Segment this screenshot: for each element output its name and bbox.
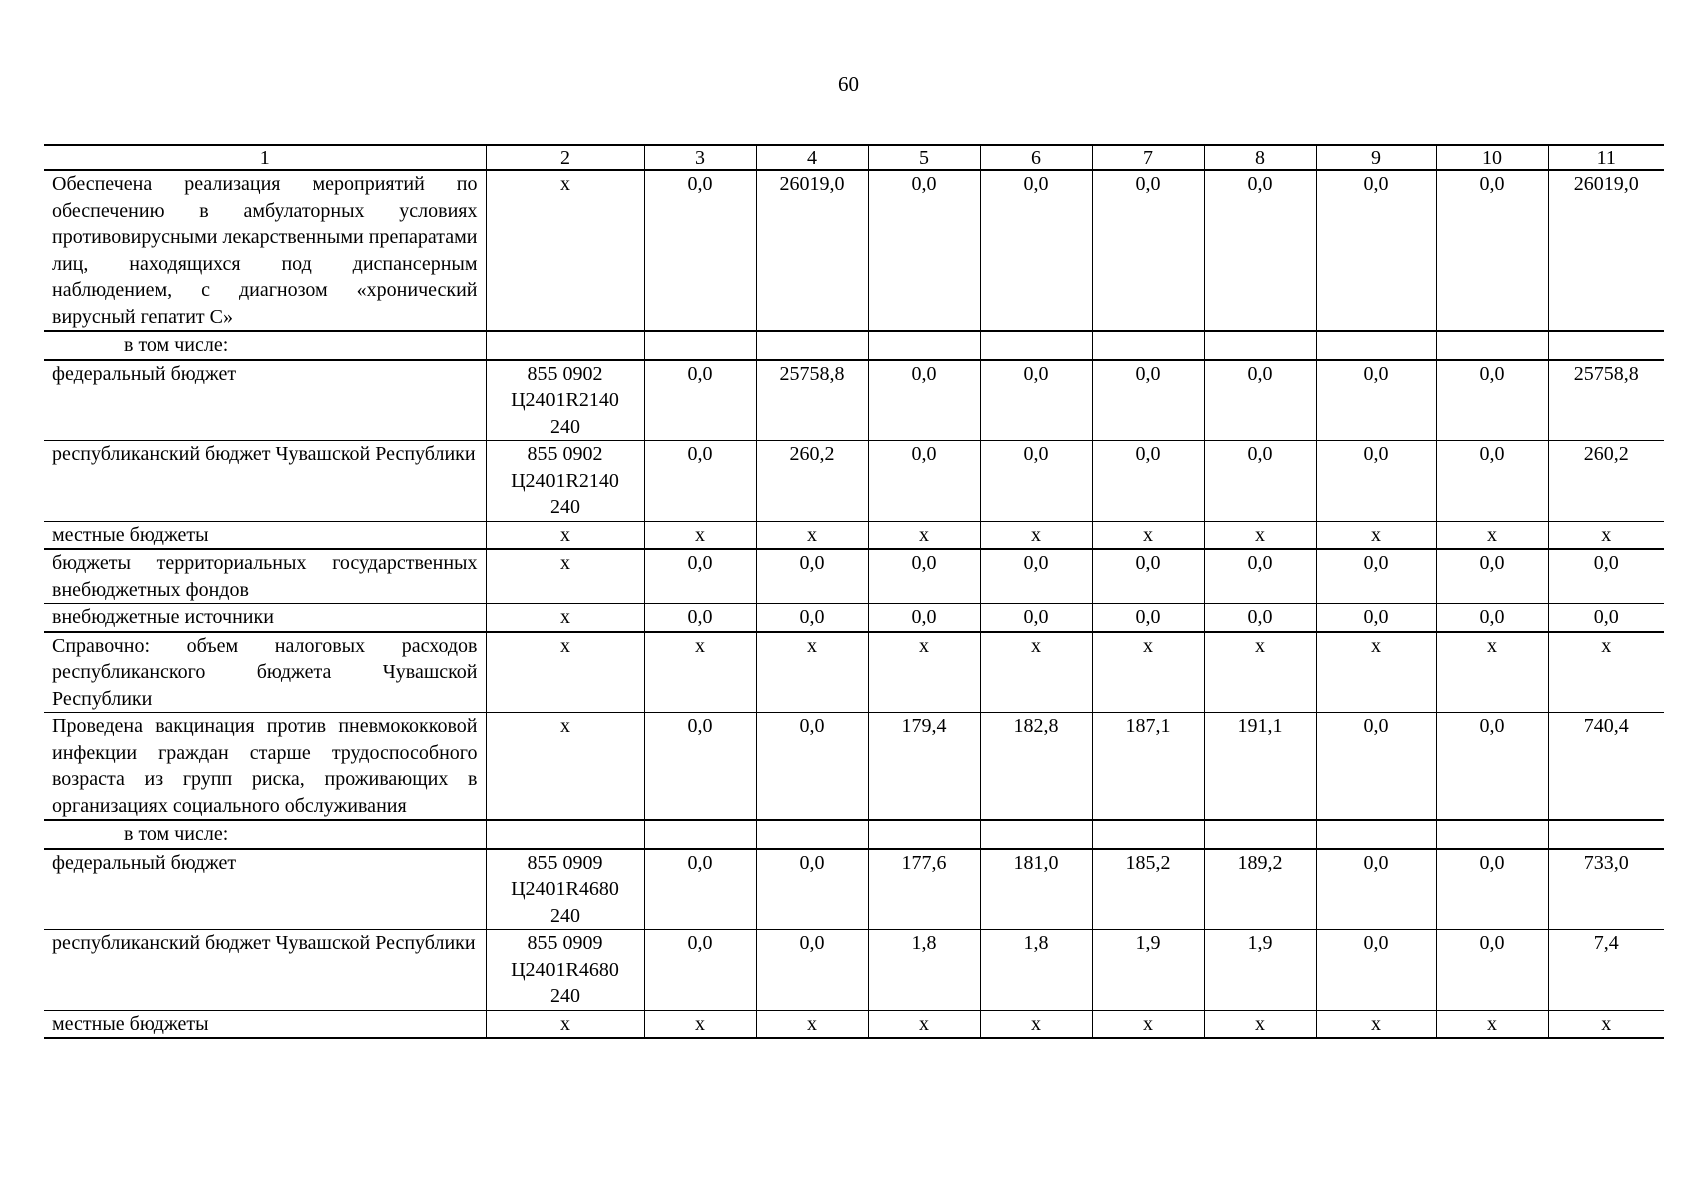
value-cell: 0,0 (1436, 604, 1548, 632)
value-cell: 0,0 (1316, 441, 1436, 522)
value-cell: х (1548, 632, 1664, 713)
value-cell: 1,9 (1092, 930, 1204, 1011)
value-cell: 733,0 (1548, 849, 1664, 930)
value-cell: 0,0 (1436, 360, 1548, 441)
table-row (44, 549, 1664, 604)
row-description: федеральный бюджет (44, 849, 486, 930)
value-cell: 0,0 (1548, 604, 1664, 632)
value-cell: 1,9 (1204, 930, 1316, 1011)
value-cell: х (1092, 1010, 1204, 1038)
row-description: Справочно: объем налоговых расходов республиканского бюджета Чувашской Республики (44, 632, 486, 713)
value-cell (1092, 820, 1204, 849)
value-cell: 189,2 (1204, 849, 1316, 930)
subsection-label: в том числе: (44, 331, 486, 360)
budget-code: х (486, 1010, 644, 1038)
value-cell (1316, 331, 1436, 360)
value-cell: 0,0 (980, 170, 1092, 331)
value-cell: 0,0 (1316, 360, 1436, 441)
value-cell: 0,0 (1092, 604, 1204, 632)
value-cell: х (644, 632, 756, 713)
budget-table (44, 144, 1664, 1039)
subsection-label: в том числе: (44, 820, 486, 849)
value-cell: 0,0 (1436, 549, 1548, 604)
value-cell: 0,0 (868, 441, 980, 522)
value-cell: х (868, 632, 980, 713)
value-cell: х (1316, 632, 1436, 713)
budget-code: х (486, 632, 644, 713)
value-cell: х (756, 632, 868, 713)
value-cell (644, 820, 756, 849)
value-cell: 7,4 (1548, 930, 1664, 1011)
row-description: Обеспечена реализация мероприятий по обеспечению в амбулаторных условиях противовирусными лекарственными препаратами лиц, находящихся под диспансерным наблюдением, с диагнозом «хронический вирусный гепатит С» (44, 170, 486, 331)
value-cell: 0,0 (1092, 441, 1204, 522)
value-cell: 0,0 (1204, 604, 1316, 632)
row-description: местные бюджеты (44, 521, 486, 549)
table-row (44, 849, 1664, 930)
value-cell: 0,0 (1436, 441, 1548, 522)
column-header: 6 (980, 145, 1092, 170)
row-description: федеральный бюджет (44, 360, 486, 441)
value-cell: 0,0 (1436, 713, 1548, 821)
value-cell: 0,0 (756, 930, 868, 1011)
value-cell: х (1092, 521, 1204, 549)
value-cell: 260,2 (756, 441, 868, 522)
table-row (44, 1010, 1664, 1038)
row-description: Проведена вакцинация против пневмококковой инфекции граждан старше трудоспособного возраста из групп риска, проживающих в организациях социального обслуживания (44, 713, 486, 821)
budget-code: х (486, 170, 644, 331)
value-cell: 26019,0 (756, 170, 868, 331)
value-cell: 179,4 (868, 713, 980, 821)
value-cell: 0,0 (868, 360, 980, 441)
value-cell: 177,6 (868, 849, 980, 930)
value-cell: 0,0 (1092, 549, 1204, 604)
value-cell: 0,0 (1436, 170, 1548, 331)
value-cell: х (980, 521, 1092, 549)
budget-code (486, 331, 644, 360)
table-row (44, 360, 1664, 441)
value-cell: х (1436, 1010, 1548, 1038)
value-cell: 0,0 (756, 713, 868, 821)
value-cell: х (1436, 632, 1548, 713)
table-row (44, 331, 1664, 360)
value-cell: 0,0 (868, 549, 980, 604)
budget-code: 855 0909 Ц2401R4680 240 (486, 849, 644, 930)
value-cell: 0,0 (980, 604, 1092, 632)
value-cell: х (980, 1010, 1092, 1038)
budget-code: х (486, 521, 644, 549)
value-cell: х (1436, 521, 1548, 549)
value-cell: 0,0 (644, 441, 756, 522)
value-cell (868, 331, 980, 360)
value-cell: 0,0 (644, 849, 756, 930)
budget-code: х (486, 549, 644, 604)
value-cell: 187,1 (1092, 713, 1204, 821)
header-row (44, 145, 1664, 170)
budget-code: х (486, 713, 644, 821)
value-cell: 25758,8 (756, 360, 868, 441)
row-description: бюджеты территориальных государственных внебюджетных фондов (44, 549, 486, 604)
value-cell: 0,0 (1316, 930, 1436, 1011)
table-row (44, 604, 1664, 632)
table-row (44, 930, 1664, 1011)
value-cell (868, 820, 980, 849)
value-cell: х (1316, 521, 1436, 549)
value-cell: 0,0 (980, 441, 1092, 522)
value-cell: 0,0 (644, 360, 756, 441)
value-cell: х (1316, 1010, 1436, 1038)
value-cell (1092, 331, 1204, 360)
budget-code: 855 0909 Ц2401R4680 240 (486, 930, 644, 1011)
value-cell: 0,0 (980, 549, 1092, 604)
value-cell (756, 820, 868, 849)
value-cell (1204, 820, 1316, 849)
value-cell (756, 331, 868, 360)
value-cell: 181,0 (980, 849, 1092, 930)
value-cell (1548, 331, 1664, 360)
value-cell: 0,0 (868, 170, 980, 331)
value-cell: 0,0 (1316, 849, 1436, 930)
value-cell: 0,0 (644, 713, 756, 821)
value-cell: х (756, 521, 868, 549)
budget-code: 855 0902 Ц2401R2140 240 (486, 360, 644, 441)
value-cell: 0,0 (644, 549, 756, 604)
value-cell: 0,0 (644, 170, 756, 331)
value-cell: 185,2 (1092, 849, 1204, 930)
value-cell: х (868, 1010, 980, 1038)
column-header: 8 (1204, 145, 1316, 170)
value-cell: 26019,0 (1548, 170, 1664, 331)
column-header: 10 (1436, 145, 1548, 170)
table-row (44, 441, 1664, 522)
column-header: 4 (756, 145, 868, 170)
column-header: 1 (44, 145, 486, 170)
value-cell (980, 820, 1092, 849)
column-header: 3 (644, 145, 756, 170)
value-cell: 0,0 (1316, 713, 1436, 821)
value-cell: х (644, 1010, 756, 1038)
budget-code (486, 820, 644, 849)
column-header: 11 (1548, 145, 1664, 170)
value-cell: 0,0 (1436, 849, 1548, 930)
row-description: внебюджетные источники (44, 604, 486, 632)
value-cell: 0,0 (1548, 549, 1664, 604)
value-cell: 0,0 (756, 604, 868, 632)
value-cell: 0,0 (1204, 170, 1316, 331)
value-cell: 0,0 (756, 549, 868, 604)
row-description: местные бюджеты (44, 1010, 486, 1038)
budget-code: х (486, 604, 644, 632)
value-cell: х (868, 521, 980, 549)
value-cell (1204, 331, 1316, 360)
column-header: 5 (868, 145, 980, 170)
value-cell: 0,0 (1316, 549, 1436, 604)
table-row (44, 632, 1664, 713)
value-cell: х (1092, 632, 1204, 713)
column-header: 7 (1092, 145, 1204, 170)
value-cell (1436, 331, 1548, 360)
value-cell: 0,0 (1204, 360, 1316, 441)
value-cell: 1,8 (868, 930, 980, 1011)
value-cell: х (1204, 632, 1316, 713)
row-description: республиканский бюджет Чувашской Республики (44, 930, 486, 1011)
value-cell: 0,0 (756, 849, 868, 930)
value-cell: х (1548, 1010, 1664, 1038)
value-cell (644, 331, 756, 360)
value-cell: 0,0 (644, 604, 756, 632)
value-cell: 0,0 (1092, 170, 1204, 331)
value-cell: х (980, 632, 1092, 713)
value-cell (1316, 820, 1436, 849)
value-cell: 0,0 (1436, 930, 1548, 1011)
value-cell: 260,2 (1548, 441, 1664, 522)
page-number: 60 (838, 72, 859, 96)
value-cell (980, 331, 1092, 360)
budget-code: 855 0902 Ц2401R2140 240 (486, 441, 644, 522)
value-cell: 740,4 (1548, 713, 1664, 821)
value-cell: х (756, 1010, 868, 1038)
table-row (44, 170, 1664, 331)
value-cell: 0,0 (980, 360, 1092, 441)
value-cell: 25758,8 (1548, 360, 1664, 441)
value-cell: 0,0 (644, 930, 756, 1011)
value-cell: 0,0 (1316, 604, 1436, 632)
value-cell (1548, 820, 1664, 849)
value-cell: 0,0 (868, 604, 980, 632)
value-cell: 0,0 (1092, 360, 1204, 441)
column-header: 9 (1316, 145, 1436, 170)
row-description: республиканский бюджет Чувашской Республики (44, 441, 486, 522)
value-cell: х (1548, 521, 1664, 549)
table-body (44, 145, 1664, 1038)
value-cell: 0,0 (1316, 170, 1436, 331)
value-cell: 0,0 (1204, 549, 1316, 604)
table-row (44, 713, 1664, 821)
value-cell: 0,0 (1204, 441, 1316, 522)
value-cell: х (1204, 1010, 1316, 1038)
value-cell: 191,1 (1204, 713, 1316, 821)
column-header: 2 (486, 145, 644, 170)
value-cell: 182,8 (980, 713, 1092, 821)
table-row (44, 820, 1664, 849)
value-cell: 1,8 (980, 930, 1092, 1011)
table-row (44, 521, 1664, 549)
value-cell: х (1204, 521, 1316, 549)
value-cell (1436, 820, 1548, 849)
value-cell: х (644, 521, 756, 549)
